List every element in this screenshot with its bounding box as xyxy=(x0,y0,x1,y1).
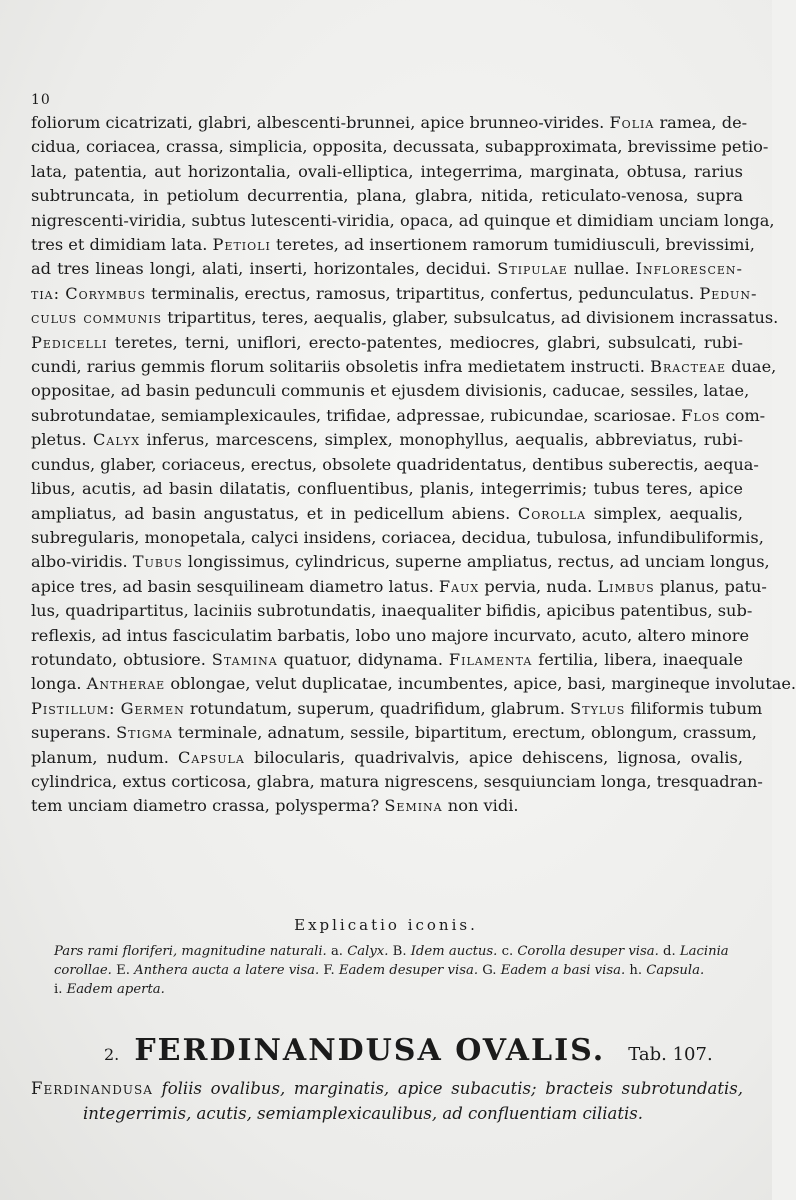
text-line xyxy=(31,721,757,745)
description-paragraph xyxy=(31,111,796,819)
text-line xyxy=(31,160,743,184)
figure-letter: F. xyxy=(323,963,335,978)
figure-letter: i. xyxy=(54,982,63,997)
term-small-caps: Limbus xyxy=(597,576,655,596)
text-segment: foliis ovalibus, marginatis, apice subacutis; bracteis subrotundatis, xyxy=(152,1079,743,1098)
text-segment: integerrimis, acutis, semiamplexicaulibus, ad confluentiam ciliatis. xyxy=(83,1104,643,1123)
text-segment: subtruncata, in petiolum decurrentia, plana, glabra, nitida, reticulato-venosa, supra xyxy=(31,186,743,206)
text-segment: planum, nudum. xyxy=(31,747,179,767)
term-small-caps: Pedun- xyxy=(699,283,758,303)
text-line xyxy=(31,575,767,599)
text-segment: longa. xyxy=(31,674,87,694)
text-segment: superans. xyxy=(31,723,117,743)
term-small-caps: Tubus xyxy=(132,552,183,572)
text-segment: rotundatum, superum, quadrifidum, glabrum. xyxy=(184,698,571,718)
figure-letter: h. xyxy=(629,963,643,978)
text-segment: libus, acutis, ad basin dilatatis, confluentibus, planis, integerrimis; tubus teres, apice xyxy=(31,479,743,499)
text-segment: subrotundatae, semiamplexicaules, trifidae, adpressae, rubicundae, scariosae. xyxy=(31,405,682,425)
term-small-caps: Stigma xyxy=(116,723,173,743)
term-small-caps: Calyx xyxy=(93,430,141,450)
term-small-caps: Stipulae xyxy=(497,259,568,279)
term-small-caps: Faux xyxy=(438,576,480,596)
text-line xyxy=(31,355,777,379)
term-small-caps: Petioli xyxy=(212,235,271,255)
term-small-caps: Pistillum: xyxy=(31,698,116,718)
text-line xyxy=(31,404,766,428)
term-small-caps: Stylus xyxy=(570,698,626,718)
text-segment: Calyx. xyxy=(343,944,393,959)
text-line xyxy=(31,526,764,550)
text-line xyxy=(31,257,743,281)
figure-letter: c. xyxy=(501,944,514,959)
text-segment: planus, patu- xyxy=(654,576,767,596)
text-segment: corollae. xyxy=(54,963,117,978)
text-segment: apice tres, ad basin sesquilineam diametro latus. xyxy=(31,576,439,596)
text-line xyxy=(31,209,775,233)
figure-letter: B. xyxy=(392,944,407,959)
text-segment: teretes, terni, uniflori, erecto-patentes, mediocres, glabri, subsulcati, rubi- xyxy=(107,332,743,352)
text-line xyxy=(31,672,796,696)
text-line xyxy=(31,233,755,257)
text-segment: terminale, adnatum, sessile, bipartitum, erectum, oblongum, crassum, xyxy=(172,723,757,743)
text-line xyxy=(31,184,743,208)
text-segment: duae, xyxy=(725,357,777,377)
plate-reference: Tab. 107. xyxy=(628,1044,713,1065)
text-line xyxy=(31,453,759,477)
text-segment: bilocularis, quadrivalvis, apice dehiscens, lignosa, ovalis, xyxy=(244,747,743,767)
text-line xyxy=(31,599,753,623)
text-segment: lata, patentia, aut horizontalia, ovali-elliptica, integerrima, marginata, obtusa, rarius xyxy=(31,161,743,181)
text-segment: Lacinia xyxy=(675,944,729,959)
text-segment: oppositae, ad basin pedunculi communis et ejusdem divisionis, caducae, sessiles, latae, xyxy=(31,381,750,401)
text-segment: non vidi. xyxy=(442,796,519,816)
text-line xyxy=(31,331,743,355)
text-segment: ampliatus, ad basin angustatus, et in pedicellum abiens. xyxy=(31,503,518,523)
text-segment: subregularis, monopetala, calyci insidens, coriacea, decidua, tubulosa, infundibuliformis, xyxy=(31,527,764,547)
term-small-caps: Germen xyxy=(120,698,185,718)
text-line xyxy=(31,746,743,770)
text-line xyxy=(31,697,763,721)
term-small-caps: Capsula xyxy=(178,747,245,767)
term-small-caps: Bracteae xyxy=(650,357,726,377)
text-segment: tripartitus, teres, aequalis, glaber, subsulcatus, ad divisionem incrassatus. xyxy=(162,308,779,328)
text-line xyxy=(31,648,743,672)
term-small-caps: Stamina xyxy=(211,649,278,669)
term-small-caps: Corymbus xyxy=(65,283,147,303)
species-diagnosis xyxy=(31,1076,743,1126)
text-segment: foliorum cicatrizati, glabri, albescenti-brunnei, apice brunneo-virides. xyxy=(31,113,610,132)
term-small-caps: tia: xyxy=(31,283,61,303)
term-small-caps: Antherae xyxy=(86,674,166,694)
text-segment: Anthera aucta a latere visa. xyxy=(129,963,324,978)
text-segment: fertilia, libera, inaequale xyxy=(532,649,743,669)
text-segment: lus, quadripartitus, laciniis subrotundatis, inaequaliter bifidis, apicibus patentibus, sub- xyxy=(31,601,753,621)
text-segment: Idem auctus. xyxy=(406,944,502,959)
text-segment: oblongae, velut duplicatae, incumbentes, apice, basi, margineque involutae. xyxy=(165,674,796,694)
text-line xyxy=(31,477,743,501)
term-small-caps: Pedicelli xyxy=(31,332,108,352)
figure-letter: d. xyxy=(663,944,676,959)
text-line xyxy=(31,502,743,526)
text-line xyxy=(31,428,743,452)
text-segment: Eadem a basi visa. xyxy=(496,963,630,978)
text-segment: Eadem aperta. xyxy=(62,982,165,997)
text-segment: rotundato, obtusiore. xyxy=(31,649,212,669)
explicatio-title: Explicatio iconis. xyxy=(294,916,478,934)
text-line xyxy=(31,770,763,794)
figure-letter: E. xyxy=(116,963,130,978)
figure-letter: G. xyxy=(482,963,497,978)
text-line xyxy=(31,111,748,135)
text-segment: ramea, de- xyxy=(654,113,748,132)
text-line xyxy=(31,306,779,330)
text-line xyxy=(31,794,743,818)
text-segment: Corolla desuper visa. xyxy=(513,944,664,959)
text-segment: albo-viridis. xyxy=(31,552,133,572)
text-segment: reflexis, ad intus fasciculatim barbatis, lobo uno majore incurvato, acuto, altero minore xyxy=(31,625,750,645)
text-line xyxy=(31,1101,743,1126)
text-segment: cylindrica, extus corticosa, glabra, matura nigrescens, sesquiunciam longa, tresquadran- xyxy=(31,771,763,791)
text-segment: tres et dimidiam lata. xyxy=(31,235,213,255)
text-segment: longissimus, cylindricus, superne ampliatus, rectus, ad unciam longus, xyxy=(182,552,770,572)
species-number: 2. xyxy=(104,1045,120,1064)
text-segment: Capsula. xyxy=(642,963,705,978)
text-line xyxy=(54,961,766,980)
text-segment: pletus. xyxy=(31,430,94,450)
species-heading xyxy=(104,1033,764,1068)
text-segment: Eadem desuper visa. xyxy=(334,963,483,978)
text-segment: nullae. xyxy=(567,259,636,279)
text-segment: filiformis tubum xyxy=(625,698,763,718)
text-line xyxy=(31,624,750,648)
text-segment: ad tres lineas longi, alati, inserti, horizontales, decidui. xyxy=(31,259,498,279)
text-segment: inferus, marcescens, simplex, monophyllus, aequalis, abbreviatus, rubi- xyxy=(140,430,743,450)
text-line xyxy=(31,379,750,403)
term-small-caps: Folia xyxy=(609,113,655,132)
text-line xyxy=(54,942,766,961)
text-segment: terminalis, erectus, ramosus, tripartitus, confertus, pedunculatus. xyxy=(146,283,700,303)
text-line xyxy=(31,135,769,159)
term-small-caps: Flos xyxy=(681,405,721,425)
species-title: FERDINANDUSA OVALIS. xyxy=(134,1033,606,1068)
text-segment: simplex, aequalis, xyxy=(586,503,744,523)
text-segment: pervia, nuda. xyxy=(479,576,598,596)
figure-letter: a. xyxy=(330,944,343,959)
text-segment: com- xyxy=(720,405,766,425)
text-line xyxy=(31,550,770,574)
text-line xyxy=(31,1076,743,1101)
text-segment: nigrescenti-viridia, subtus lutescenti-viridia, opaca, ad quinque et dimidiam unciam longa, xyxy=(31,210,775,230)
term-small-caps: Corolla xyxy=(517,503,587,523)
text-line xyxy=(31,282,758,306)
term-small-caps: Ferdinandusa xyxy=(31,1079,153,1098)
term-small-caps: Filamenta xyxy=(448,649,533,669)
term-small-caps: Semina xyxy=(384,796,443,816)
text-segment: cundi, rarius gemmis florum solitariis obsoletis infra medietatem instructi. xyxy=(31,357,651,377)
page-number: 10 xyxy=(31,92,51,108)
text-segment: tem unciam diametro crassa, polysperma? xyxy=(31,796,385,816)
term-small-caps: Inflorescen- xyxy=(635,259,744,279)
explicatio-text xyxy=(54,942,766,999)
text-segment: cundus, glaber, coriaceus, erectus, obsolete quadridentatus, dentibus suberectis, aequa- xyxy=(31,454,759,474)
text-segment: quatuor, didynama. xyxy=(277,649,449,669)
text-segment: cidua, coriacea, crassa, simplicia, opposita, decussata, subapproximata, brevissime petio- xyxy=(31,137,769,157)
term-small-caps: culus communis xyxy=(31,308,163,328)
text-line xyxy=(54,980,766,999)
text-segment: Pars rami floriferi, magnitudine naturali. xyxy=(54,944,331,959)
text-segment: teretes, ad insertionem ramorum tumidiusculi, brevissimi, xyxy=(270,235,755,255)
